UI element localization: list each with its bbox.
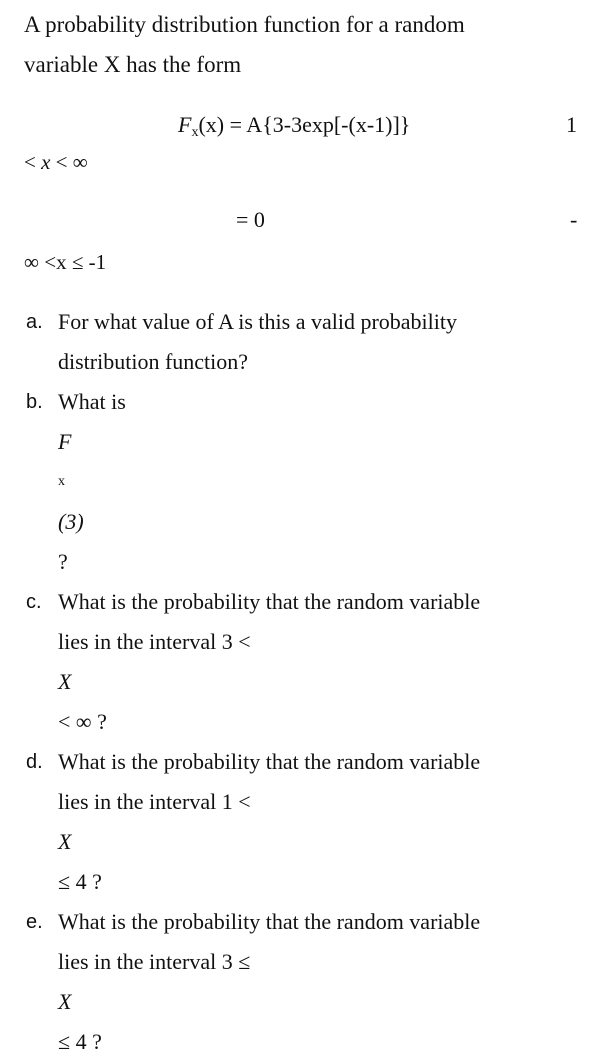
question-e: [26, 902, 596, 1062]
question-text: [58, 622, 596, 742]
question-letter: e.: [26, 911, 43, 933]
question-c-pre: lies in the interval 3 <: [58, 629, 251, 654]
question-b-sub: x: [58, 474, 65, 489]
question-text: distribution function?: [58, 349, 249, 374]
question-b-post: ?: [58, 549, 68, 574]
question-b-pre: What is: [58, 389, 126, 414]
question-d-post: ≤ 4 ?: [58, 869, 102, 894]
question-a: [26, 302, 596, 382]
question-letter: b.: [26, 391, 43, 413]
question-letter: a.: [26, 311, 43, 333]
equation-1-range: [24, 150, 88, 175]
question-b: [26, 382, 596, 582]
question-letter: c.: [26, 591, 42, 613]
question-text: [58, 382, 596, 582]
equation-1-number: 1: [566, 112, 577, 137]
intro-line-2: variable X has the form: [24, 52, 242, 77]
equation-1-rhs: = A{3-3exp[-(x-1)]}: [224, 112, 411, 137]
equation-2-marker: -: [570, 207, 578, 232]
question-d-var: X: [58, 829, 72, 854]
equation-1: [178, 112, 410, 141]
equation-2-range: ∞ <x ≤ -1: [24, 250, 107, 274]
question-b-f: F: [58, 429, 72, 454]
question-letter: d.: [26, 751, 43, 773]
question-e-var: X: [58, 989, 72, 1014]
question-text: What is the probability that the random variable: [58, 909, 481, 934]
question-d: [26, 742, 596, 902]
equation-1-arg: (x): [198, 112, 225, 137]
equation-1-sub: x: [191, 125, 199, 140]
intro-line-1: A probability distribution function for a random: [24, 12, 465, 37]
equation-1-f: F: [178, 112, 192, 137]
question-c-post: < ∞ ?: [58, 709, 107, 734]
question-c: [26, 582, 596, 742]
question-text: For what value of A is this a valid probability: [58, 309, 458, 334]
equation-2-rhs: = 0: [236, 207, 265, 232]
question-e-post: ≤ 4 ?: [58, 1029, 102, 1054]
question-d-pre: lies in the interval 1 <: [58, 789, 251, 814]
question-c-var: X: [58, 669, 72, 694]
question-text: [58, 942, 596, 1062]
question-text: What is the probability that the random variable: [58, 589, 481, 614]
range-1-left: <: [24, 150, 36, 174]
question-text: What is the probability that the random variable: [58, 749, 481, 774]
question-b-arg: (3): [58, 509, 84, 534]
question-text: [58, 782, 596, 902]
question-e-pre: lies in the interval 3 ≤: [58, 949, 251, 974]
range-1-var: x: [41, 150, 51, 174]
range-1-right: < ∞: [55, 150, 88, 174]
question-list: [26, 302, 596, 1062]
